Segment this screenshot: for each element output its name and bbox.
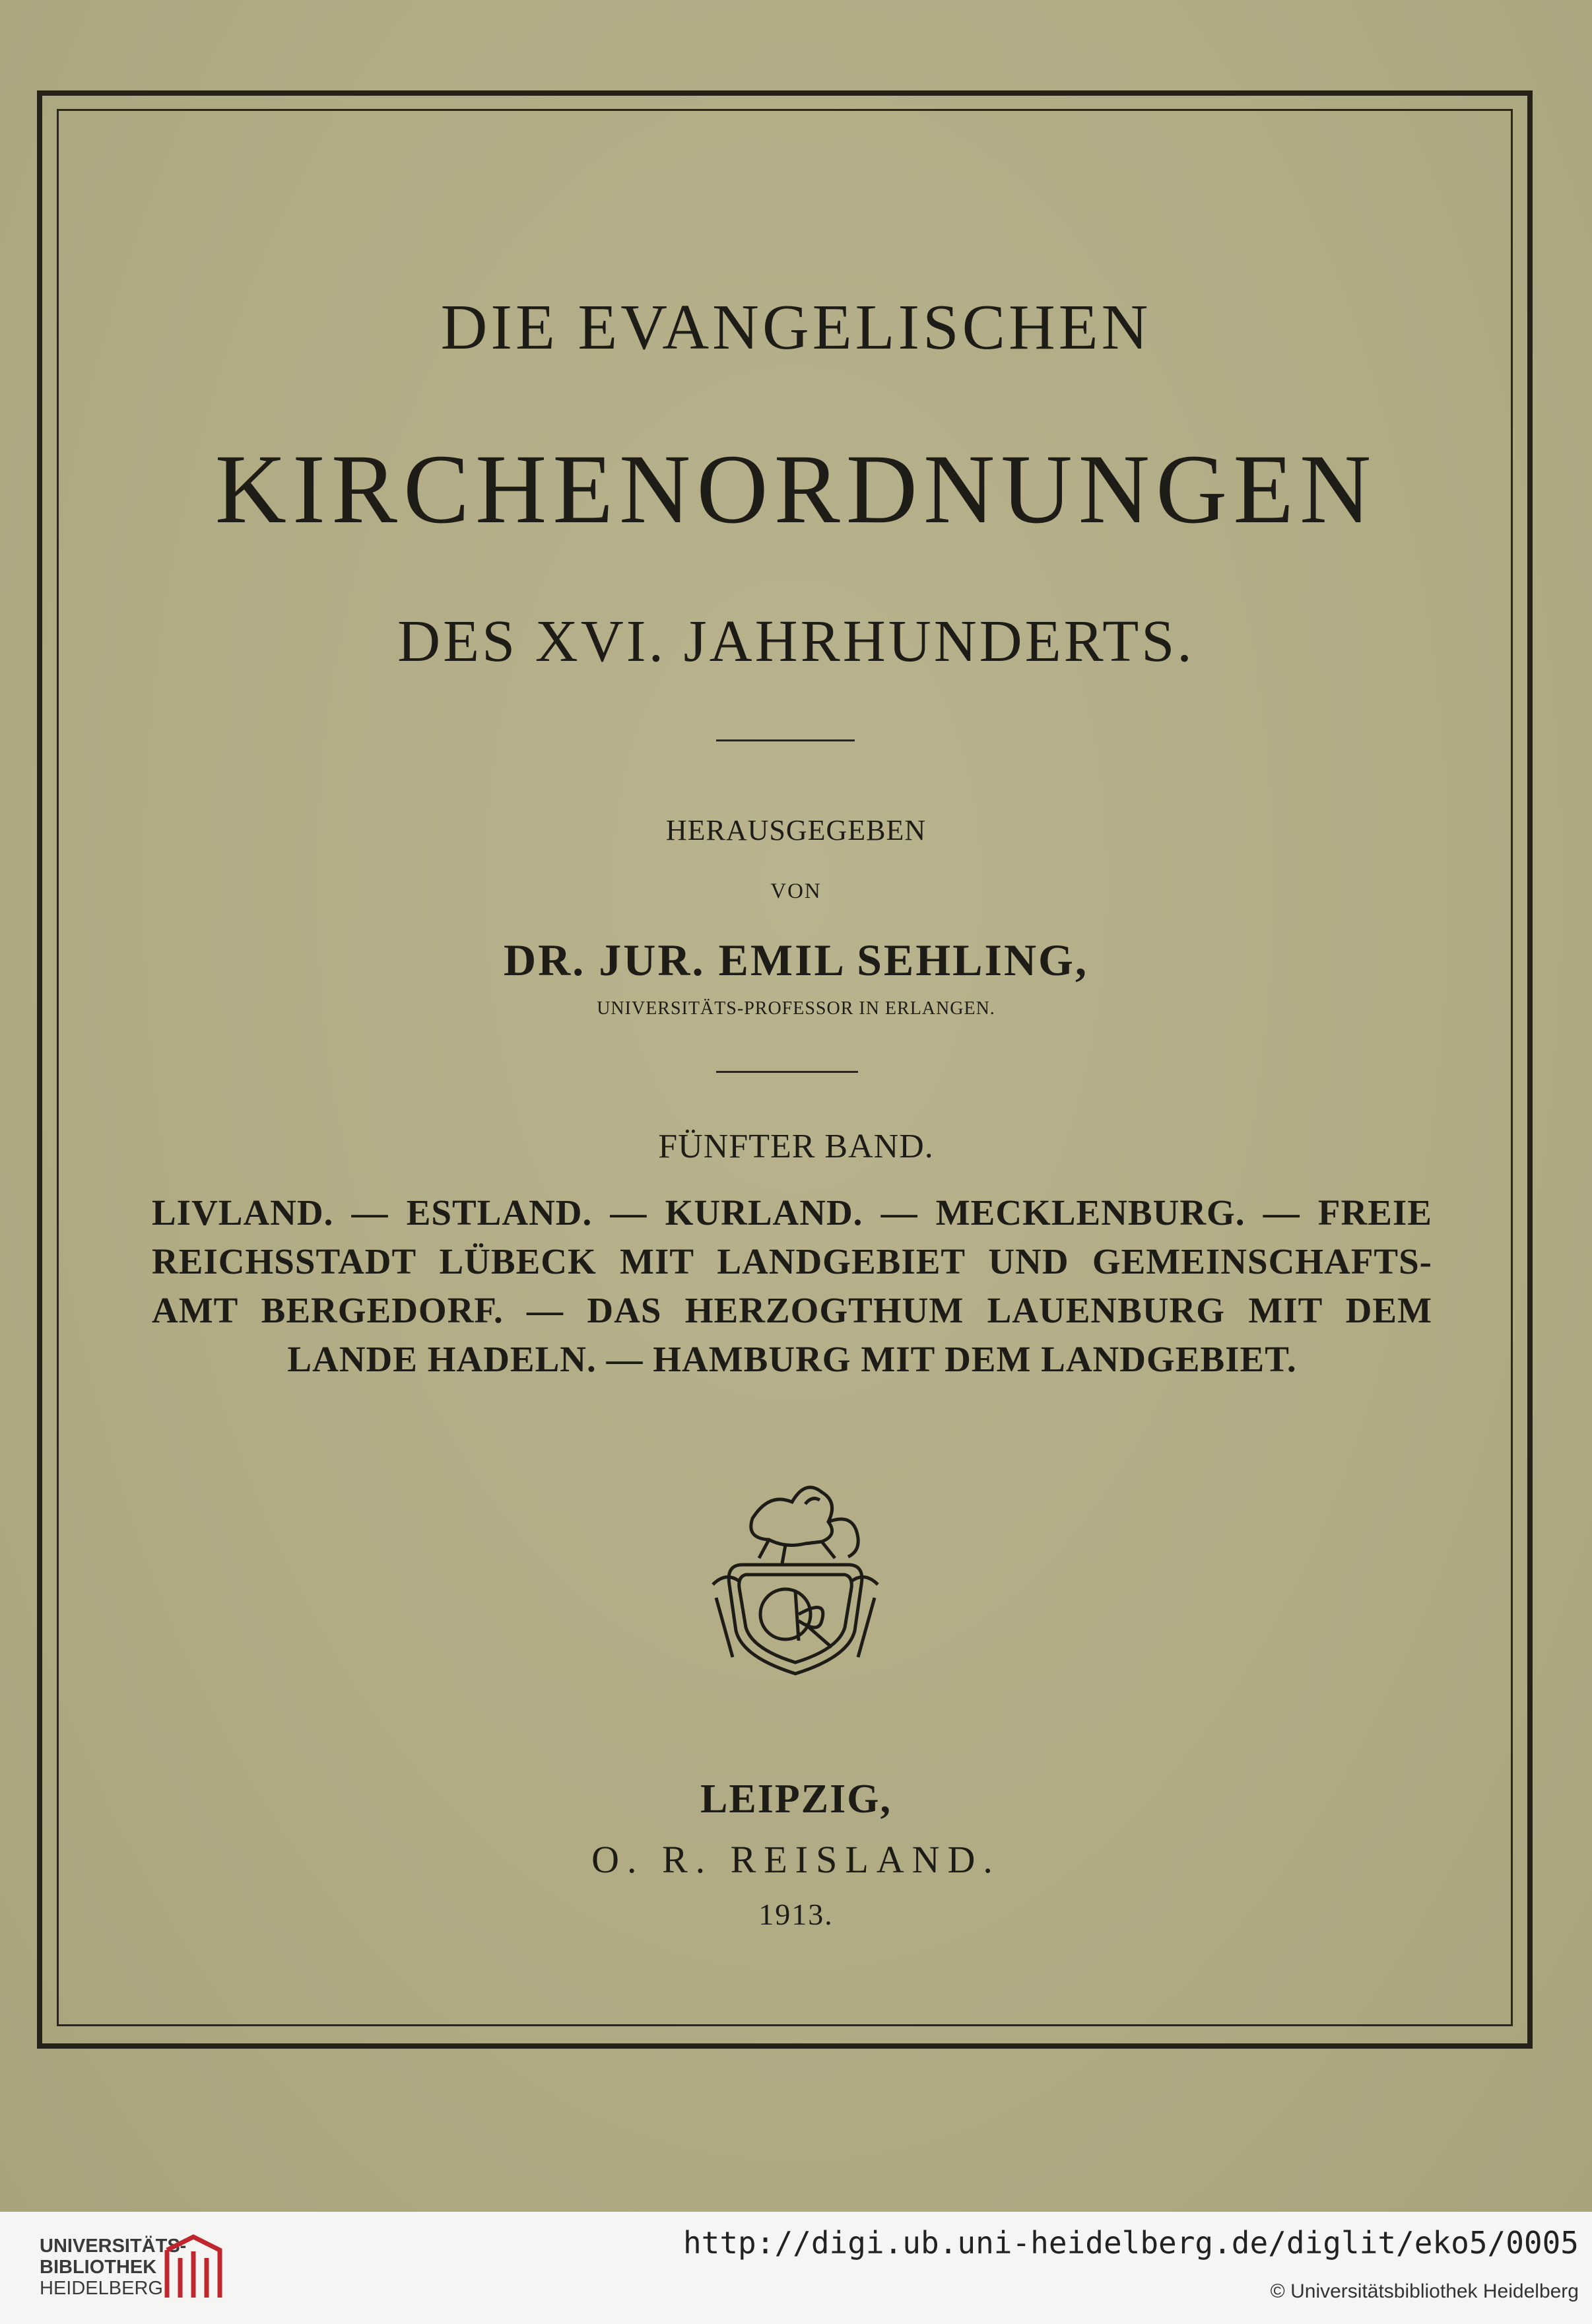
editor-role: UNIVERSITÄTS-PROFESSOR IN ERLANGEN. [597,998,995,1019]
library-logo-icon[interactable] [162,2232,224,2304]
title-line-3: DES XVI. JAHRHUNDERTS. [397,609,1195,674]
editor-von: VON [770,879,822,903]
publication-place: LEIPZIG, [700,1777,892,1822]
library-name-line1: UNIVERSITÄTS- [40,2236,187,2257]
publication-year: 1913. [758,1897,834,1931]
library-name-line2: BIBLIOTHEK [40,2257,157,2278]
title-line-1: DIE EVANGELISCHEN [440,292,1152,363]
library-name-line3: HEIDELBERG [40,2278,163,2299]
divider-rule [716,739,855,741]
volume-subject: LIVLAND. — ESTLAND. — KURLAND. — MECKLENBURG. — FREIE REICHSSTADT LÜBECK MIT LANDGEBIET UND GEMEINSCHAFTS-AMT BERGEDORF. — DAS HERZOGTHUM LAUENBURG MIT DEM LANDE HADELN. — HAMBURG MIT DEM LANDGEBIET. [152,1192,1432,1379]
footer-bar [0,2212,1592,2324]
editor-intro: HERAUSGEGEBEN [665,814,927,846]
permalink-url[interactable]: http://digi.ub.uni-heidelberg.de/diglit/eko5/0005 [682,2225,1579,2261]
copyright-notice: © Universitätsbibliothek Heidelberg [1270,2280,1579,2302]
divider-rule [716,1071,858,1073]
title-main: KIRCHENORDNUNGEN [215,434,1377,544]
volume-label: FÜNFTER BAND. [658,1128,934,1165]
lion-crest-icon [706,1466,884,1684]
inner-border [57,109,1513,2026]
publisher-name: O. R. REISLAND. [591,1838,1001,1881]
editor-name: DR. JUR. EMIL SEHLING, [504,935,1088,985]
